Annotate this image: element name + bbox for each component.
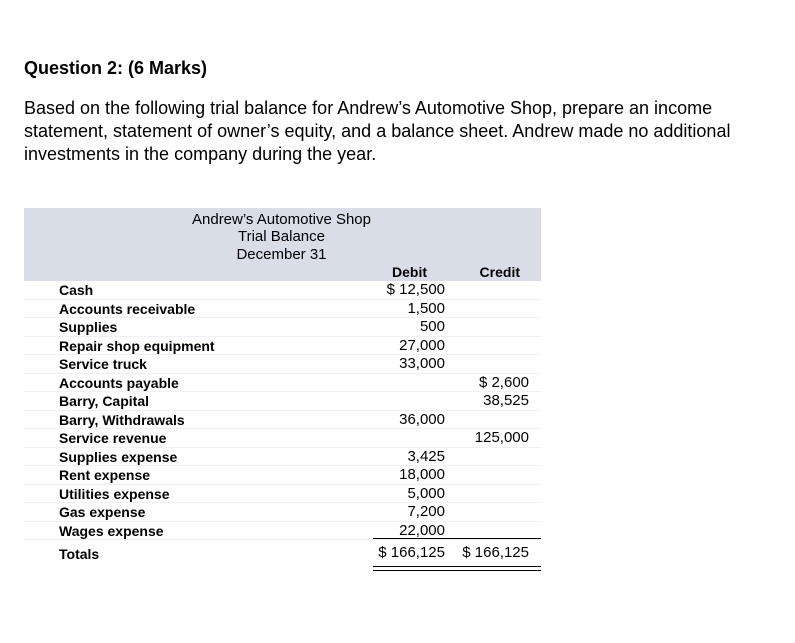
table-row — [24, 374, 541, 393]
question-text: Based on the following trial balance for Andrew’s Automotive Shop, prepare an income statement, statement of owner’s equity, and a balance sheet. Andrew made no additional investments in the company during the year. — [24, 98, 731, 164]
debit-amount: 27,000 — [399, 336, 445, 354]
account-name: Service revenue — [59, 430, 167, 446]
account-name: Supplies expense — [59, 448, 178, 465]
account-name: Utilities expense — [59, 485, 170, 502]
table-row — [24, 503, 541, 522]
account-rows — [24, 281, 541, 540]
trial-balance-table — [24, 208, 541, 572]
debit-amount: 33,000 — [399, 355, 445, 372]
total-credit: $ 166,125 — [462, 544, 529, 561]
statement-date: December 31 — [236, 246, 327, 263]
table-row — [24, 411, 541, 430]
table-row — [24, 392, 541, 411]
account-name: Wages expense — [59, 522, 164, 539]
account-name: Rent expense — [59, 467, 151, 483]
table-row — [24, 337, 541, 356]
table-row — [24, 300, 541, 319]
debit-amount: 1,500 — [407, 299, 445, 317]
table-row — [24, 466, 541, 485]
account-name: Cash — [59, 282, 94, 298]
credit-amount: 38,525 — [483, 392, 529, 409]
debit-amount: 5,000 — [407, 484, 445, 502]
debit-amount: 22,000 — [399, 521, 445, 539]
account-name: Gas expense — [59, 504, 146, 520]
account-name: Service truck — [59, 356, 147, 372]
table-row — [24, 485, 541, 504]
credit-amount: $ 2,600 — [478, 373, 529, 391]
table-row — [24, 429, 541, 448]
account-name: Accounts payable — [59, 374, 179, 391]
debit-amount: 36,000 — [399, 410, 445, 428]
table-row — [24, 448, 541, 467]
trial-balance-header — [24, 208, 541, 281]
table-row — [24, 281, 541, 300]
debit-column-header: Debit — [392, 264, 427, 280]
account-name: Accounts receivable — [59, 300, 196, 317]
debit-amount: 500 — [419, 318, 445, 335]
account-name: Barry, Withdrawals — [59, 411, 185, 428]
credit-column-header: Credit — [479, 264, 520, 280]
debit-amount: 7,200 — [407, 503, 445, 520]
account-name: Repair shop equipment — [59, 337, 215, 354]
statement-title: Trial Balance — [238, 228, 325, 245]
table-row — [24, 355, 541, 374]
double-underline — [373, 566, 541, 571]
debit-amount: $ 12,500 — [386, 281, 445, 298]
totals-row — [24, 544, 541, 564]
company-name: Andrew’s Automotive Shop — [192, 211, 371, 228]
account-name: Supplies — [59, 319, 118, 335]
question-title: Question 2: (6 Marks) — [24, 58, 208, 78]
table-row — [24, 318, 541, 337]
debit-amount: 3,425 — [407, 447, 445, 465]
credit-amount: 125,000 — [474, 429, 529, 446]
subtotal-rule — [373, 538, 541, 539]
totals-label: Totals — [59, 546, 100, 562]
total-debit: $ 166,125 — [378, 544, 445, 561]
account-name: Barry, Capital — [59, 393, 149, 409]
debit-amount: 18,000 — [399, 466, 445, 483]
